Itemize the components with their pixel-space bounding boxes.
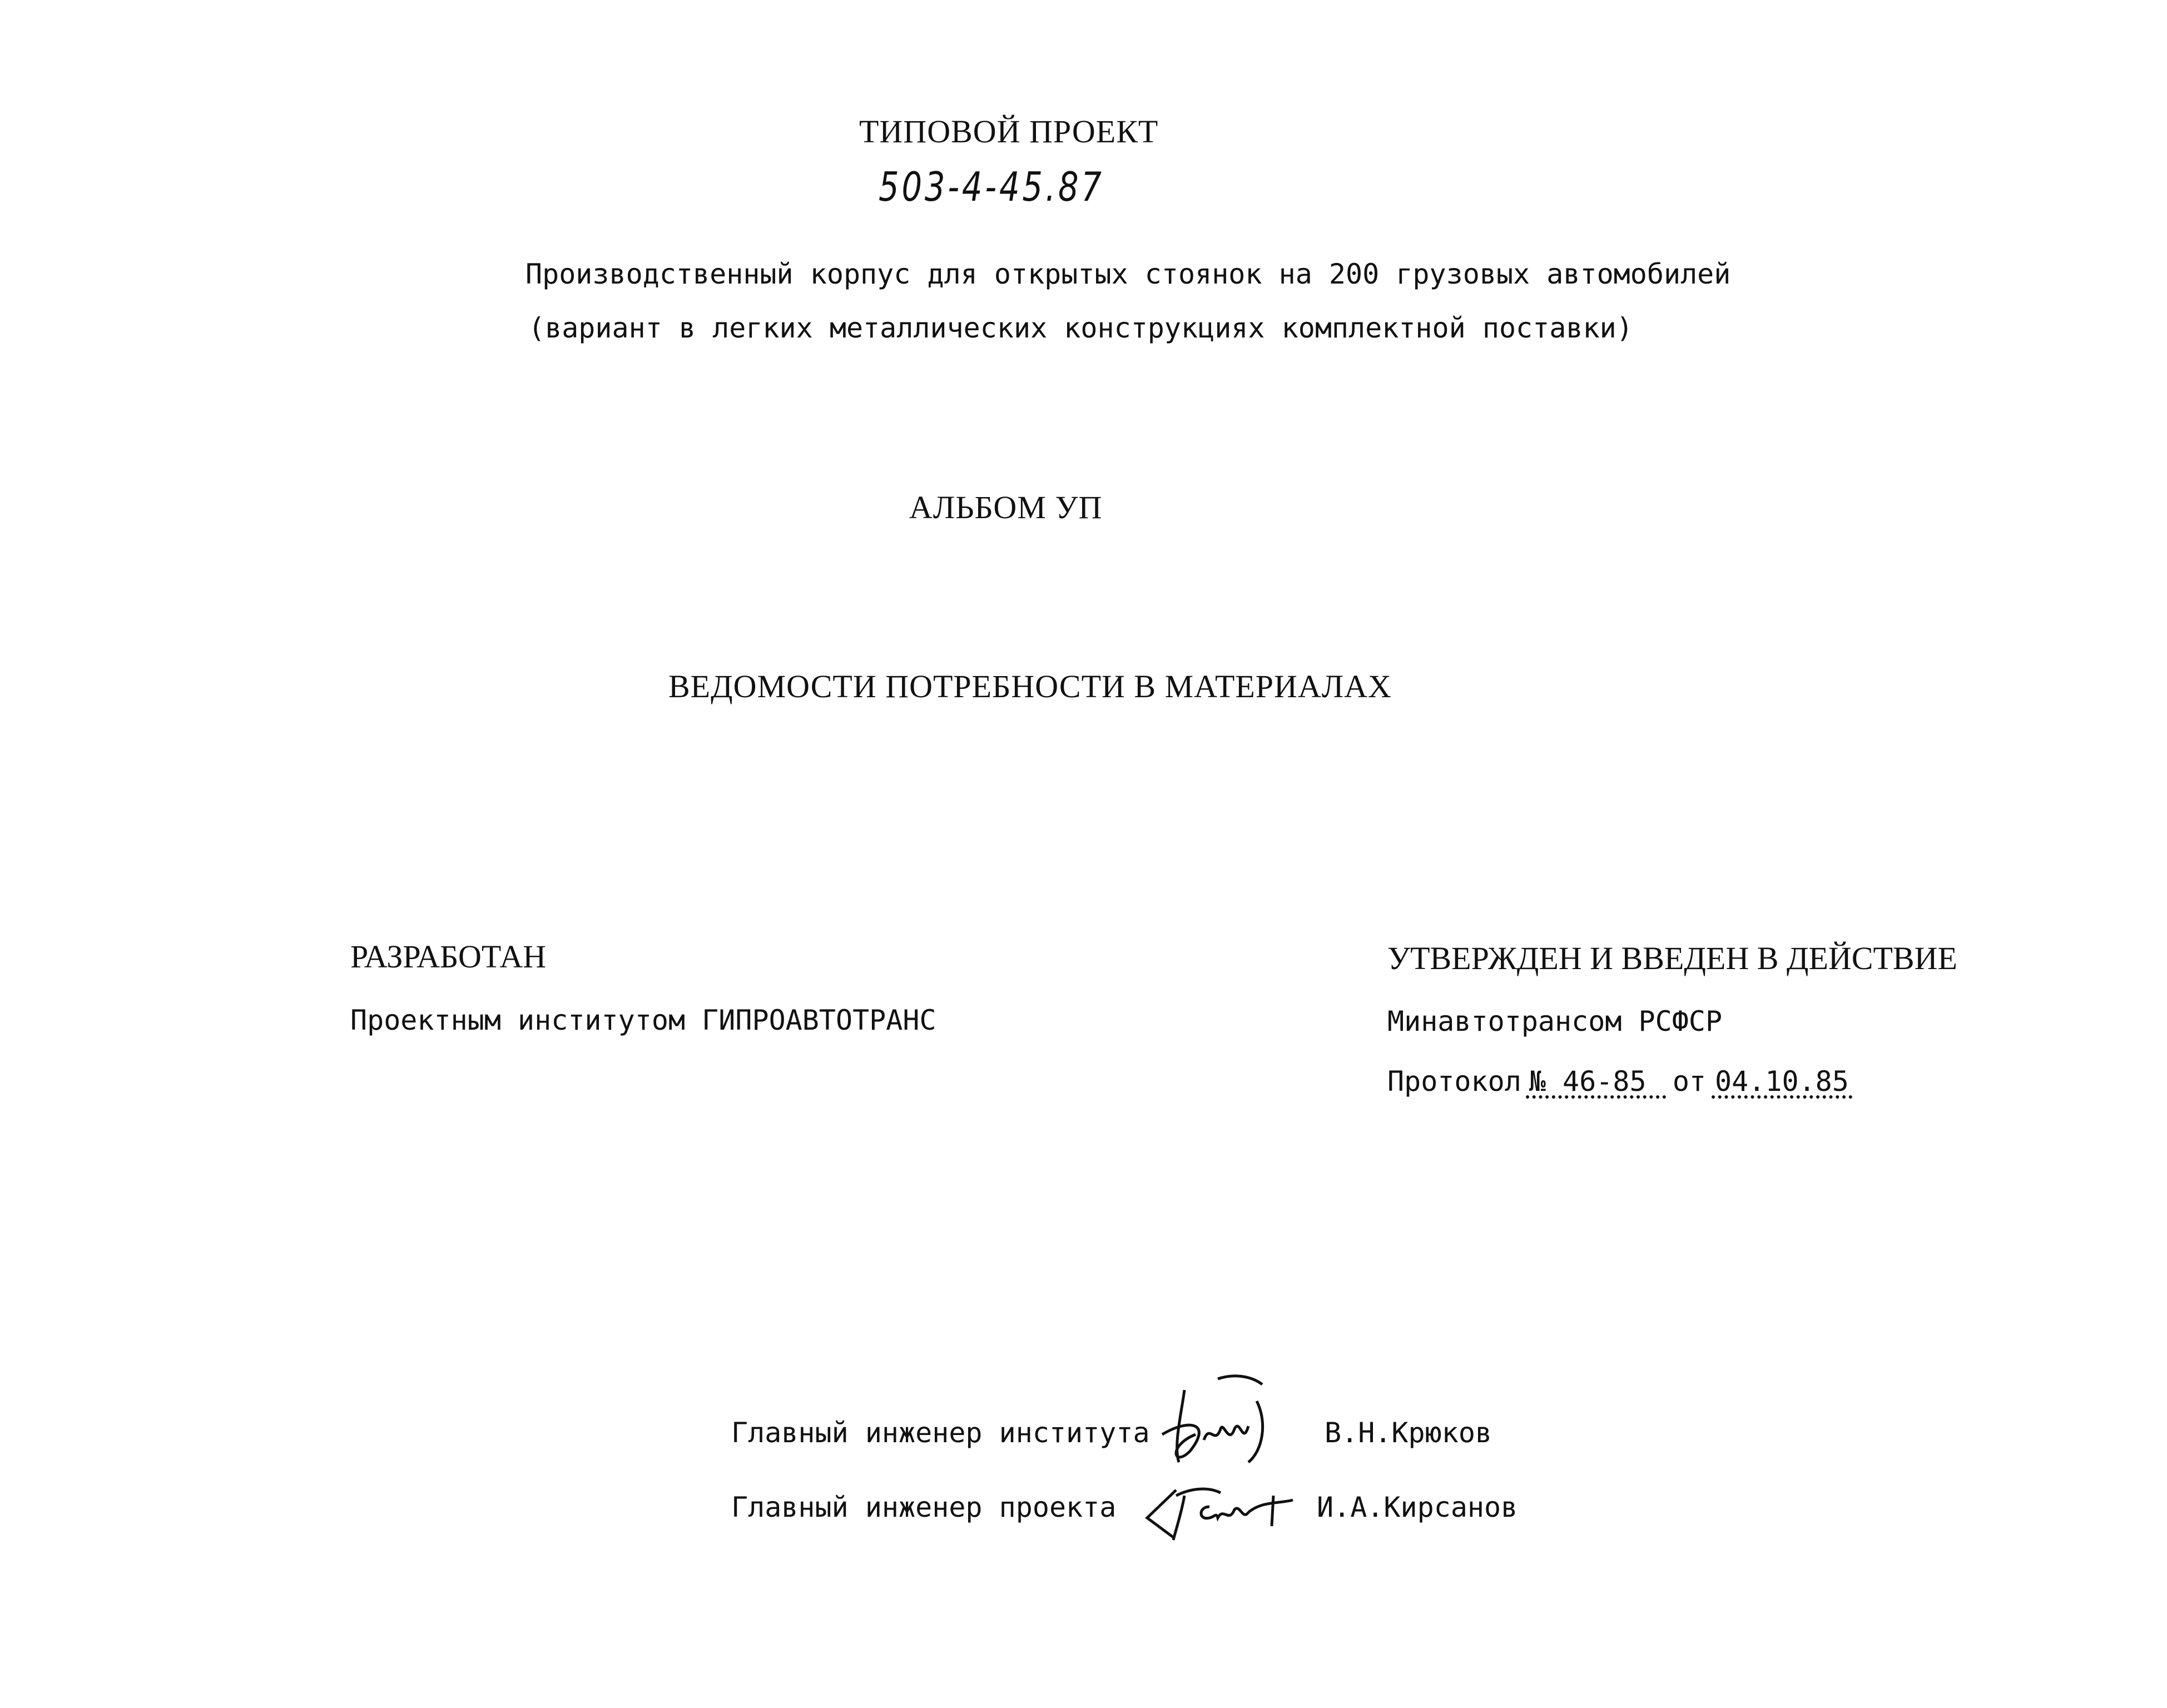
developed-label: РАЗРАБОТАН [350, 939, 547, 975]
document-title: ВЕДОМОСТИ ПОТРЕБНОСТИ В МАТЕРИАЛАХ [668, 668, 1392, 704]
developed-by: Проектным институтом ГИПРОАВТОТРАНС [350, 1004, 936, 1036]
approved-by: Минавтотрансом РСФСР [1387, 1005, 1723, 1037]
protocol-from-label: от [1672, 1065, 1707, 1098]
signature-2-handwritten [1143, 1473, 1304, 1546]
approved-label: УТВЕРЖДЕН И ВВЕДЕН В ДЕЙСТВИЕ [1387, 940, 1957, 976]
project-number: 503-4-45.87 [879, 163, 1104, 210]
protocol-line [1387, 1065, 1852, 1099]
project-type-title: ТИПОВОЙ ПРОЕКТ [859, 113, 1159, 150]
signature-role-1: Главный инженер института [731, 1417, 1150, 1449]
description-line-1: Производственный корпус для открытых стоянок на 200 грузовых автомобилей [525, 258, 1731, 290]
protocol-number: № 46-85 [1526, 1068, 1666, 1099]
signature-name-2: И.А.Кирсанов [1317, 1491, 1518, 1523]
description-line-2: (вариант в легких металлических конструкциях комплектной поставки) [528, 312, 1633, 344]
protocol-label: Протокол [1387, 1065, 1521, 1098]
protocol-date: 04.10.85 [1712, 1068, 1852, 1099]
signature-name-1: В.Н.Крюков [1325, 1417, 1492, 1449]
signature-1-handwritten [1151, 1368, 1279, 1479]
signature-role-2: Главный инженер проекта [731, 1491, 1117, 1523]
album-label: АЛЬБОМ УП [909, 489, 1103, 525]
